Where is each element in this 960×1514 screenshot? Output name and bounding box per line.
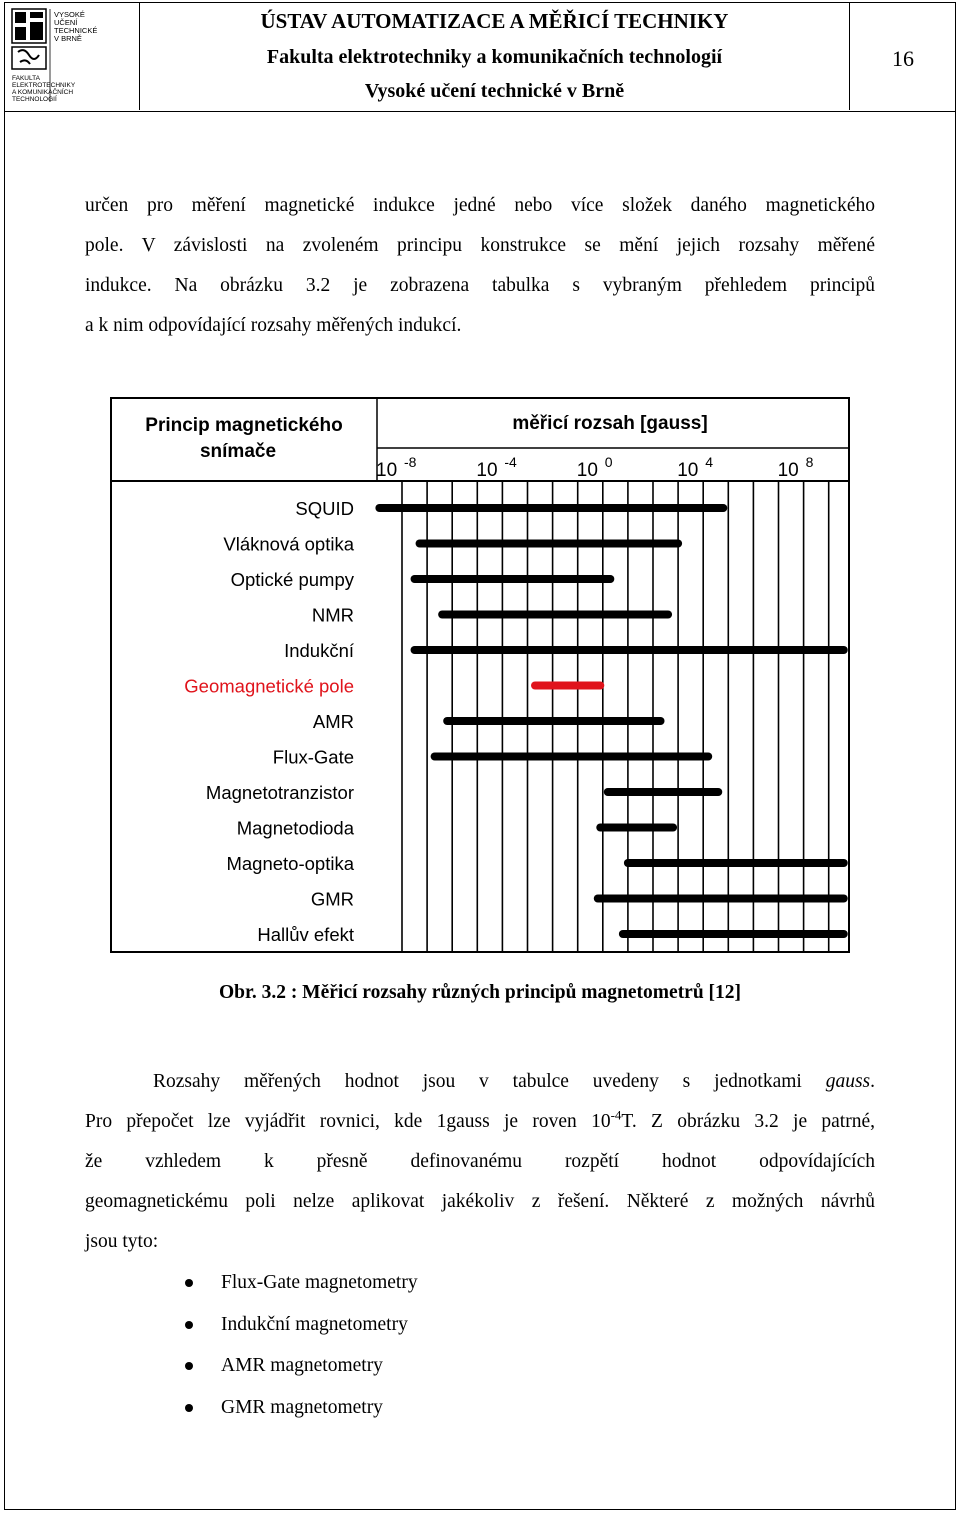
text-fragment: . [870,1071,875,1092]
row-label: GMR [310,888,354,910]
row-label: Magneto-optika [226,853,354,874]
header-center [140,2,850,110]
tick-label-base: 10 [677,460,699,481]
row-label: NMR [311,604,354,626]
tick-label-exponent: -8 [404,454,417,470]
text-line: geomagnetickému poli nelze aplikovat jakékoliv z řešení. Některé z možných návrhů [85,1191,875,1212]
page-header [4,2,956,112]
text-line: určen pro měření magnetické indukce jedné nebo více složek daného magnetického [85,195,875,216]
logo-text: V BRNĚ [54,34,82,43]
row-label: Magnetodioda [236,817,354,839]
figure-caption: Obr. 3.2 : Měřicí rozsahy různých principů magnetometrů [12] [218,982,742,1003]
intro-paragraph [85,186,875,346]
university-name: Vysoké učení technické v Brně [364,80,625,102]
gauss-unit: gauss [825,1071,871,1092]
text-line [85,1102,875,1142]
list-item-text: Flux-Gate magnetometry [221,1272,418,1293]
bullet-icon [185,1404,193,1412]
tick-label-exponent: -4 [504,454,517,470]
bullet-icon [185,1321,193,1329]
row-label: AMR [312,711,354,732]
row-label: SQUID [295,498,354,519]
bullet-icon [185,1362,193,1370]
row-label: Vláknová optika [223,533,354,555]
row-label: Hallův efekt [257,924,354,945]
range-chart-figure [110,397,850,953]
institute-name: ÚSTAV AUTOMATIZACE A MĚŘICÍ TECHNIKY [260,9,729,33]
chart-title-left: snímače [199,441,277,462]
list-item-text: GMR magnetometry [221,1396,383,1418]
tick-label-exponent: 0 [604,454,613,470]
logo-text: ELEKTROTECHNIKY [12,82,76,89]
tick-label-base: 10 [777,460,799,481]
logo-text: A KOMUNIKAČNÍCH [12,89,74,96]
page-number: 16 [892,46,914,71]
row-label: Magnetotranzistor [205,782,354,803]
university-logo [4,2,140,110]
chart-title-left: Princip magnetického [145,415,343,436]
bullet-icon [185,1279,193,1287]
logo-text: UČENÍ [54,18,78,27]
row-label: Indukční [284,640,354,661]
row-label: Geomagnetické pole [184,675,354,697]
text-line: že vzhledem k přesně definovanému rozpětí hodnot odpovídajících [85,1151,875,1172]
logo-text: TECHNOLOGIÍ [12,96,57,103]
text-fragment: T. Z obrázku 3.2 je patrné, [621,1111,875,1132]
logo-text: TECHNICKÉ [54,26,98,35]
tick-label-base: 10 [476,460,498,481]
text-line [85,1062,875,1102]
text-line: jsou tyto: [85,1231,159,1252]
text-line: pole. V závislosti na zvoleném principu konstrukce se mění jejich rozsahy měřené [85,235,875,256]
exponent: -4 [610,1107,622,1123]
row-label: Optické pumpy [230,569,354,590]
tick-label-exponent: 4 [705,454,713,470]
text-line: indukce. Na obrázku 3.2 je zobrazena tabulka s vybraným přehledem principů [85,275,875,296]
tick-label-exponent: 8 [805,454,814,470]
list-item-text: Indukční magnetometry [221,1313,408,1335]
list-item-text: AMR magnetometry [221,1355,383,1376]
logo-text: VYSOKÉ [54,10,85,19]
chart-title-right: měřicí rozsah [gauss] [512,413,708,434]
range-chart [110,397,850,953]
faculty-name: Fakulta elektrotechniky a komunikačních technologií [266,46,723,68]
text-line: a k nim odpovídající rozsahy měřených indukcí. [85,315,462,336]
tick-label-base: 10 [576,460,598,481]
logo-text: FAKULTA [12,75,40,82]
tick-label-base: 10 [376,460,398,481]
text-fragment: Rozsahy měřených hodnot jsou v tabulce uvedeny s jednotkami [153,1071,826,1092]
row-label: Flux-Gate [272,746,354,768]
body-paragraph [85,1062,875,1262]
text-fragment: Pro přepočet lze vyjádřit rovnici, kde 1gauss je roven 10 [85,1111,611,1132]
